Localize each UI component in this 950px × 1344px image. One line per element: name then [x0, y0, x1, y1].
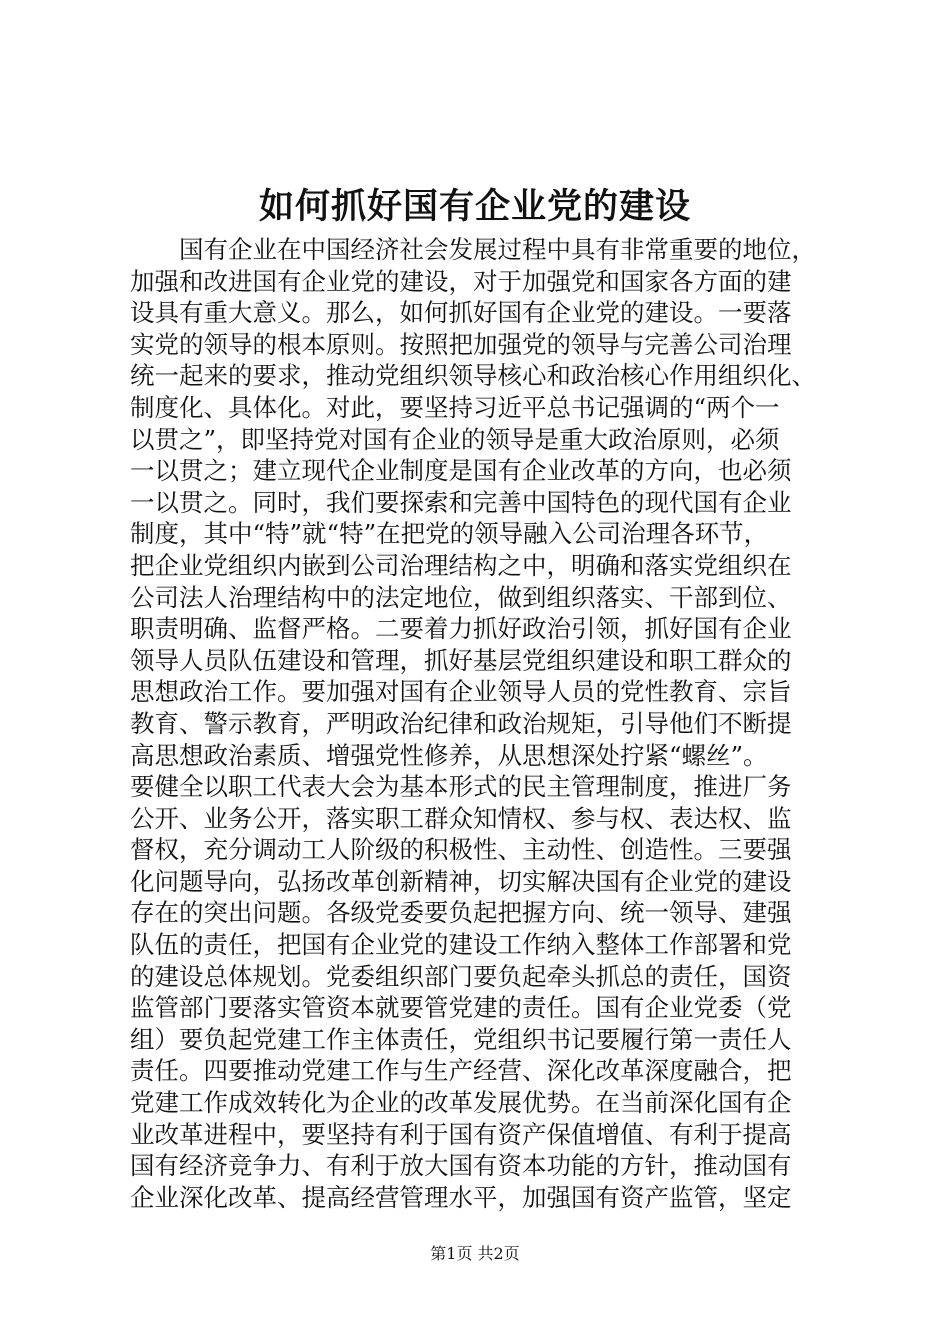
- document-body: [130, 234, 830, 1213]
- body-text-line: 统一起来的要求，推动党组织领导核心和政治核心作用组织化、: [130, 361, 816, 391]
- body-text-line: 以贯之”，即坚持党对国有企业的领导是重大政治原则，必须: [130, 424, 780, 454]
- body-text-line: 制度，其中“特”就“特”在把党的领导融入公司治理各环节，: [130, 519, 769, 549]
- body-text-line: 要健全以职工代表大会为基本形式的民主管理制度，推进厂务: [130, 772, 792, 802]
- body-text-line: 一以贯之；建立现代企业制度是国有企业改革的方向，也必须: [130, 456, 792, 486]
- body-text-line: 领导人员队伍建设和管理，抓好基层党组织建设和职工群众的: [130, 645, 792, 675]
- body-text-line: 制度化、具体化。对此，要坚持习近平总书记强调的“两个一: [130, 392, 780, 422]
- body-text-line: 公开、业务公开，落实职工群众知情权、参与权、表达权、监: [130, 803, 792, 833]
- body-text-line: 职责明确、监督严格。二要着力抓好政治引领，抓好国有企业: [130, 614, 792, 644]
- body-text-line: 公司法人治理结构中的法定地位，做到组织落实、干部到位、: [130, 582, 792, 612]
- body-text-line: 党建工作成效转化为企业的改革发展优势。在当前深化国有企: [130, 1088, 792, 1118]
- body-text-line: 国有企业在中国经济社会发展过程中具有非常重要的地位，: [179, 235, 816, 264]
- body-text-line: 教育、警示教育，严明政治纪律和政治规矩，引导他们不断提: [130, 708, 792, 738]
- body-text-line: 一以贯之。同时，我们要探索和完善中国特色的现代国有企业: [130, 487, 792, 517]
- body-text-line: 国有经济竞争力、有利于放大国有资本功能的方针，推动国有: [130, 1151, 792, 1181]
- body-text-line: 实党的领导的根本原则。按照把加强党的领导与完善公司治理: [130, 329, 792, 359]
- body-text-line: 的建设总体规划。党委组织部门要负起牵头抓总的责任，国资: [130, 961, 792, 991]
- body-text-line: 思想政治工作。要加强对国有企业领导人员的党性教育、宗旨: [130, 677, 792, 707]
- body-text-line: 组）要负起党建工作主体责任，党组织书记要履行第一责任人: [130, 1024, 792, 1054]
- body-text-line: 加强和改进国有企业党的建设，对于加强党和国家各方面的建: [130, 266, 792, 296]
- body-text-line: 化问题导向，弘扬改革创新精神，切实解决国有企业党的建设: [130, 866, 792, 896]
- page-footer: 第1页 共2页: [430, 1244, 520, 1263]
- body-text-line: 队伍的责任，把国有企业党的建设工作纳入整体工作部署和党: [130, 930, 792, 960]
- body-text-line: 监管部门要落实管资本就要管党建的责任。国有企业党委（党: [130, 993, 792, 1023]
- body-text-line: 存在的突出问题。各级党委要负起把握方向、统一领导、建强: [130, 898, 792, 928]
- body-text-line: 企业深化改革、提高经营管理水平，加强国有资产监管，坚定: [130, 1182, 792, 1212]
- body-text-line: 业改革进程中，要坚持有利于国有资产保值增值、有利于提高: [130, 1119, 792, 1149]
- body-text-line: 责任。四要推动党建工作与生产经营、深化改革深度融合，把: [130, 1056, 792, 1086]
- document-title: 如何抓好国有企业党的建设: [258, 186, 691, 227]
- body-text-line: 设具有重大意义。那么，如何抓好国有企业党的建设。一要落: [130, 298, 792, 328]
- body-text-line: 高思想政治素质、增强党性修养，从思想深处拧紧“螺丝”。: [130, 740, 768, 770]
- body-text-line: 把企业党组织内嵌到公司治理结构之中，明确和落实党组织在: [130, 550, 792, 580]
- body-text-line: 督权，充分调动工人阶级的积极性、主动性、创造性。三要强: [130, 835, 792, 865]
